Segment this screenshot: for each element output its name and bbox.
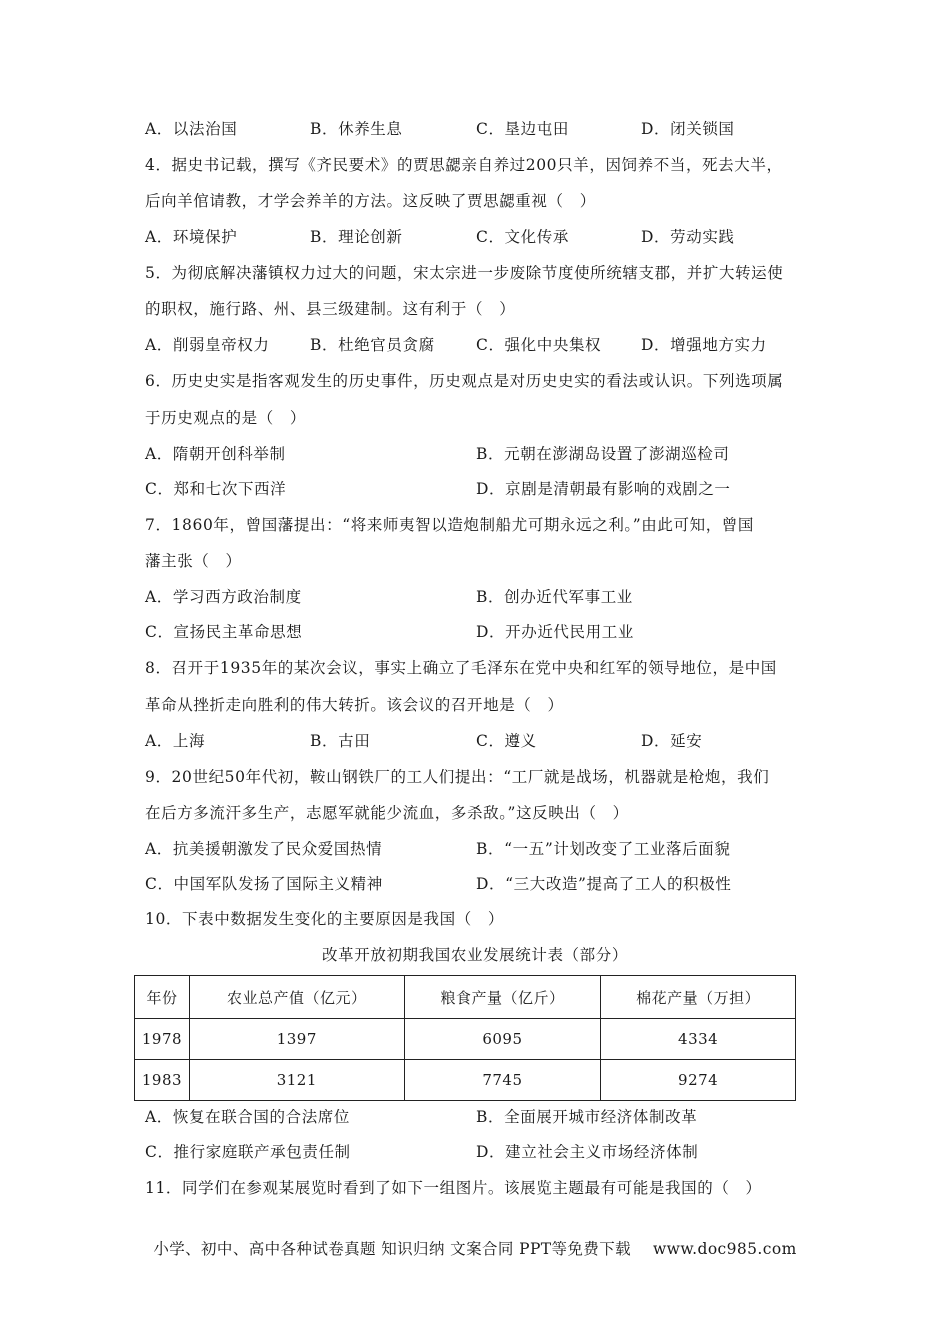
table-header-row bbox=[135, 976, 796, 1019]
q10-option-c: C．推行家庭联产承包责任制 bbox=[145, 1143, 351, 1161]
table-header-cell: 棉花产量（万担） bbox=[601, 976, 796, 1019]
table-cell: 1397 bbox=[189, 1019, 404, 1060]
table-cell: 6095 bbox=[404, 1019, 601, 1060]
q8-option-b: B．古田 bbox=[310, 732, 371, 750]
q10-stem-line-1: 10．下表中数据发生变化的主要原因是我国（ ） bbox=[145, 910, 505, 928]
q9-option-d: D．“三大改造”提高了工人的积极性 bbox=[476, 875, 732, 893]
q8-stem-line-1: 8．召开于1935年的某次会议，事实上确立了毛泽东在党中央和红军的领导地位，是中国 bbox=[145, 659, 777, 677]
q11-stem-line-1: 11．同学们在参观某展览时看到了如下一组图片。该展览主题最有可能是我国的（ ） bbox=[145, 1179, 762, 1197]
q9-option-a: A．抗美援朝激发了民众爱国热情 bbox=[145, 840, 383, 858]
q8-stem-line-2: 革命从挫折走向胜利的伟大转折。该会议的召开地是（ ） bbox=[145, 696, 564, 714]
q4-option-a: A．环境保护 bbox=[145, 228, 238, 246]
q8-option-d: D．延安 bbox=[641, 732, 703, 750]
q3-option-c: C．垦边屯田 bbox=[476, 120, 569, 138]
page-footer bbox=[0, 1237, 950, 1259]
q6-option-d: D．京剧是清朝最有影响的戏剧之一 bbox=[476, 480, 731, 498]
q3-option-a: A．以法治国 bbox=[145, 120, 238, 138]
q4-option-d: D．劳动实践 bbox=[641, 228, 735, 246]
table-cell: 1978 bbox=[135, 1019, 190, 1060]
q7-stem-line-1: 7．1860年，曾国藩提出：“将来师夷智以造炮制船尤可期永远之利。”由此可知，曾国 bbox=[145, 516, 755, 534]
q9-stem-line-1: 9．20世纪50年代初，鞍山钢铁厂的工人们提出：“工厂就是战场，机器就是枪炮，我们 bbox=[145, 768, 770, 786]
footer-url-link[interactable]: www.doc985.com bbox=[653, 1240, 797, 1258]
q6-stem-line-1: 6．历史史实是指客观发生的历史事件，历史观点是对历史史实的看法或认识。下列选项属 bbox=[145, 372, 784, 390]
q10-option-b: B．全面展开城市经济体制改革 bbox=[476, 1108, 698, 1126]
table-header-cell: 粮食产量（亿斤） bbox=[404, 976, 601, 1019]
table-cell: 3121 bbox=[189, 1060, 404, 1101]
q6-option-c: C．郑和七次下西洋 bbox=[145, 480, 287, 498]
table-caption: 改革开放初期我国农业发展统计表（部分） bbox=[322, 946, 628, 964]
table-header-cell: 年份 bbox=[135, 976, 190, 1019]
table-row bbox=[135, 1060, 796, 1101]
q7-option-c: C．宣扬民主革命思想 bbox=[145, 623, 303, 641]
q3-option-d: D．闭关锁国 bbox=[641, 120, 735, 138]
q6-option-b: B．元朝在澎湖岛设置了澎湖巡检司 bbox=[476, 445, 730, 463]
q5-option-c: C．强化中央集权 bbox=[476, 336, 602, 354]
q8-option-a: A．上海 bbox=[145, 732, 206, 750]
q5-option-b: B．杜绝官员贪腐 bbox=[310, 336, 435, 354]
q7-option-d: D．开办近代民用工业 bbox=[476, 623, 634, 641]
q8-option-c: C．遵义 bbox=[476, 732, 537, 750]
q10-option-a: A．恢复在联合国的合法席位 bbox=[145, 1108, 350, 1126]
q7-option-b: B．创办近代军事工业 bbox=[476, 588, 633, 606]
q10-option-d: D．建立社会主义市场经济体制 bbox=[476, 1143, 699, 1161]
q4-option-c: C．文化传承 bbox=[476, 228, 569, 246]
q4-stem-line-1: 4．据史书记载，撰写《齐民要术》的贾思勰亲自养过200只羊，因饲养不当，死去大半， bbox=[145, 156, 783, 174]
q5-option-d: D．增强地方实力 bbox=[641, 336, 767, 354]
q9-option-b: B．“一五”计划改变了工业落后面貌 bbox=[476, 840, 731, 858]
q5-stem-line-2: 的职权，施行路、州、县三级建制。这有利于（ ） bbox=[145, 300, 516, 318]
table-row bbox=[135, 1019, 796, 1060]
table-cell: 4334 bbox=[601, 1019, 796, 1060]
q7-stem-line-2: 藩主张（ ） bbox=[145, 552, 242, 570]
table-cell: 9274 bbox=[601, 1060, 796, 1101]
q3-option-b: B．休养生息 bbox=[310, 120, 403, 138]
q6-option-a: A．隋朝开创科举制 bbox=[145, 445, 286, 463]
table-cell: 1983 bbox=[135, 1060, 190, 1101]
q6-stem-line-2: 于历史观点的是（ ） bbox=[145, 409, 307, 427]
q4-option-b: B．理论创新 bbox=[310, 228, 403, 246]
table-cell: 7745 bbox=[404, 1060, 601, 1101]
q5-option-a: A．削弱皇帝权力 bbox=[145, 336, 270, 354]
q9-stem-line-2: 在后方多流汗多生产，志愿军就能少流血，多杀敌。”这反映出（ ） bbox=[145, 804, 629, 822]
footer-text: 小学、初中、高中各种试卷真题 知识归纳 文案合同 PPT等免费下载 bbox=[153, 1240, 632, 1258]
q4-stem-line-2: 后向羊倌请教，才学会养羊的方法。这反映了贾思勰重视（ ） bbox=[145, 192, 596, 210]
q5-stem-line-1: 5．为彻底解决藩镇权力过大的问题，宋太宗进一步废除节度使所统辖支郡，并扩大转运使 bbox=[145, 264, 784, 282]
q7-option-a: A．学习西方政治制度 bbox=[145, 588, 302, 606]
q9-option-c: C．中国军队发扬了国际主义精神 bbox=[145, 875, 383, 893]
table-header-cell: 农业总产值（亿元） bbox=[189, 976, 404, 1019]
agriculture-stats-table bbox=[134, 975, 796, 1101]
